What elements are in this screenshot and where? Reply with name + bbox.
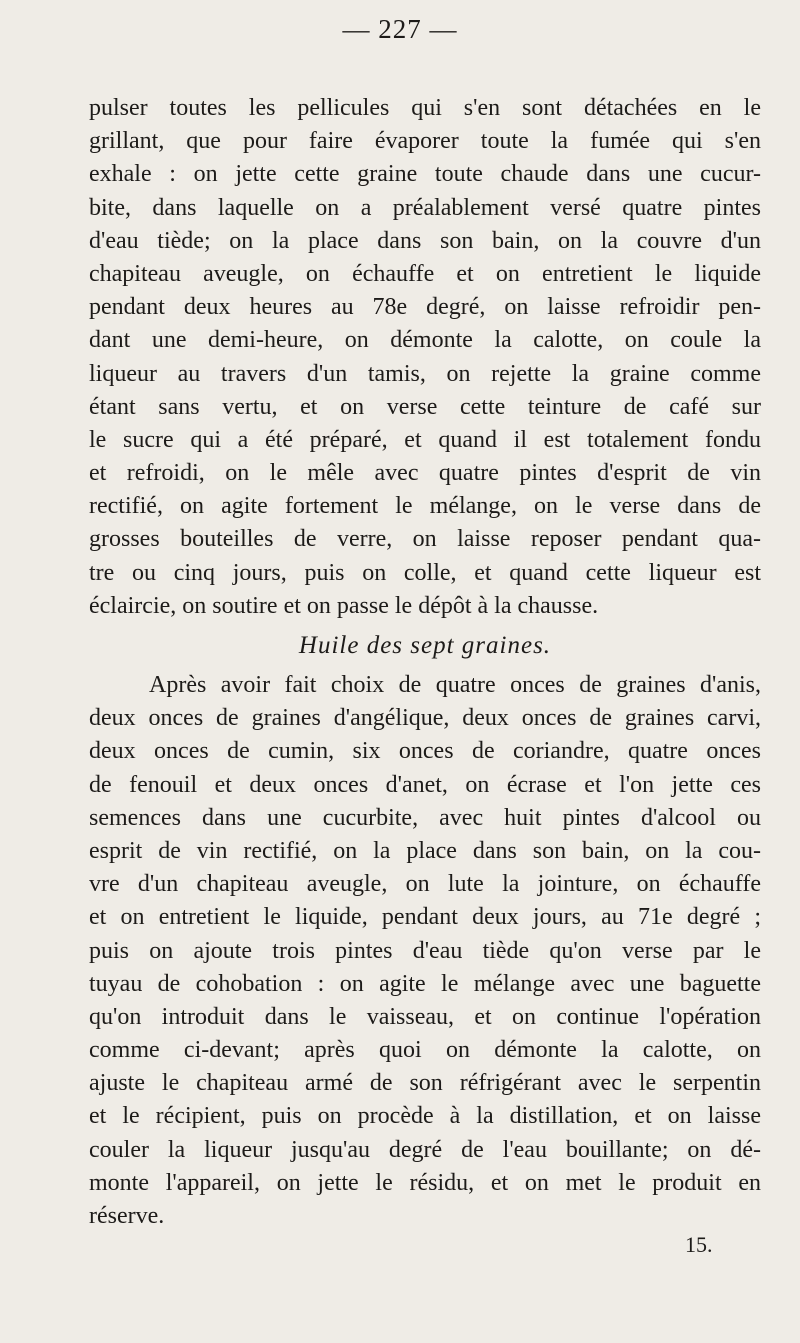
text-line: d'eau tiède; on la place dans son bain, on la couvre d'un bbox=[89, 227, 761, 254]
text-line: vre d'un chapiteau aveugle, on lute la jointure, on échauffe bbox=[89, 871, 761, 898]
text-line: Après avoir fait choix de quatre onces de graines d'anis, bbox=[149, 672, 761, 698]
text-line: semences dans une cucurbite, avec huit pintes d'alcool ou bbox=[89, 804, 761, 831]
text-line: étant sans vertu, et on verse cette teinture de café sur bbox=[89, 393, 761, 420]
text-line: le sucre qui a été préparé, et quand il est totalement fondu bbox=[89, 426, 761, 453]
text-line: grillant, que pour faire évaporer toute la fumée qui s'en bbox=[89, 128, 761, 155]
catchword: 15. bbox=[685, 1232, 713, 1257]
text-line: grosses bouteilles de verre, on laisse reposer pendant qua- bbox=[89, 526, 761, 553]
text-line: pulser toutes les pellicules qui s'en sont détachées en le bbox=[89, 95, 761, 121]
text-line: réserve. bbox=[89, 1203, 165, 1229]
paragraph-2 bbox=[89, 669, 761, 1233]
text-line: tuyau de cohobation : on agite le mélange avec une baguette bbox=[89, 970, 761, 997]
text-line: bite, dans laquelle on a préalablement versé quatre pintes bbox=[89, 194, 761, 221]
text-line: comme ci-devant; après quoi on démonte la calotte, on bbox=[89, 1037, 761, 1064]
text-line: tre ou cinq jours, puis on colle, et quand cette liqueur est bbox=[89, 559, 761, 586]
text-line: et le récipient, puis on procède à la distillation, et on laisse bbox=[89, 1103, 761, 1130]
paragraph-1 bbox=[89, 92, 761, 623]
text-line: et refroidi, on le mêle avec quatre pintes d'esprit de vin bbox=[89, 460, 761, 487]
text-line: exhale : on jette cette graine toute chaude dans une cucur- bbox=[89, 161, 761, 188]
text-line: puis on ajoute trois pintes d'eau tiède qu'on verse par le bbox=[89, 937, 761, 964]
text-line: pendant deux heures au 78e degré, on laisse refroidir pen- bbox=[89, 294, 761, 321]
text-line: deux onces de cumin, six onces de coriandre, quatre onces bbox=[89, 738, 761, 765]
text-line: liqueur au travers d'un tamis, on rejette la graine comme bbox=[89, 360, 761, 387]
text-line: et on entretient le liquide, pendant deux jours, au 71e degré ; bbox=[89, 904, 761, 931]
text-line: qu'on introduit dans le vaisseau, et on continue l'opération bbox=[89, 1003, 761, 1030]
text-line: couler la liqueur jusqu'au degré de l'eau bouillante; on dé- bbox=[89, 1136, 761, 1163]
body-text bbox=[89, 92, 761, 1233]
text-line: éclaircie, on soutire et on passe le dépôt à la chausse. bbox=[89, 592, 599, 619]
text-line: de fenouil et deux onces d'anet, on écrase et l'on jette ces bbox=[89, 771, 761, 798]
text-line: ajuste le chapiteau armé de son réfrigérant avec le serpentin bbox=[89, 1070, 761, 1097]
text-line: esprit de vin rectifié, on la place dans son bain, on la cou- bbox=[89, 837, 761, 864]
text-line: dant une demi-heure, on démonte la calotte, on coule la bbox=[89, 327, 761, 354]
text-line: monte l'appareil, on jette le résidu, et on met le produit en bbox=[89, 1169, 761, 1196]
text-line: deux onces de graines d'angélique, deux onces de graines carvi, bbox=[89, 705, 761, 732]
section-title: Huile des sept graines. bbox=[298, 632, 552, 659]
text-line: rectifié, on agite fortement le mélange, on le verse dans de bbox=[89, 493, 761, 520]
page-number: — 227 — bbox=[342, 14, 458, 44]
text-line: chapiteau aveugle, on échauffe et on entretient le liquide bbox=[89, 260, 761, 287]
